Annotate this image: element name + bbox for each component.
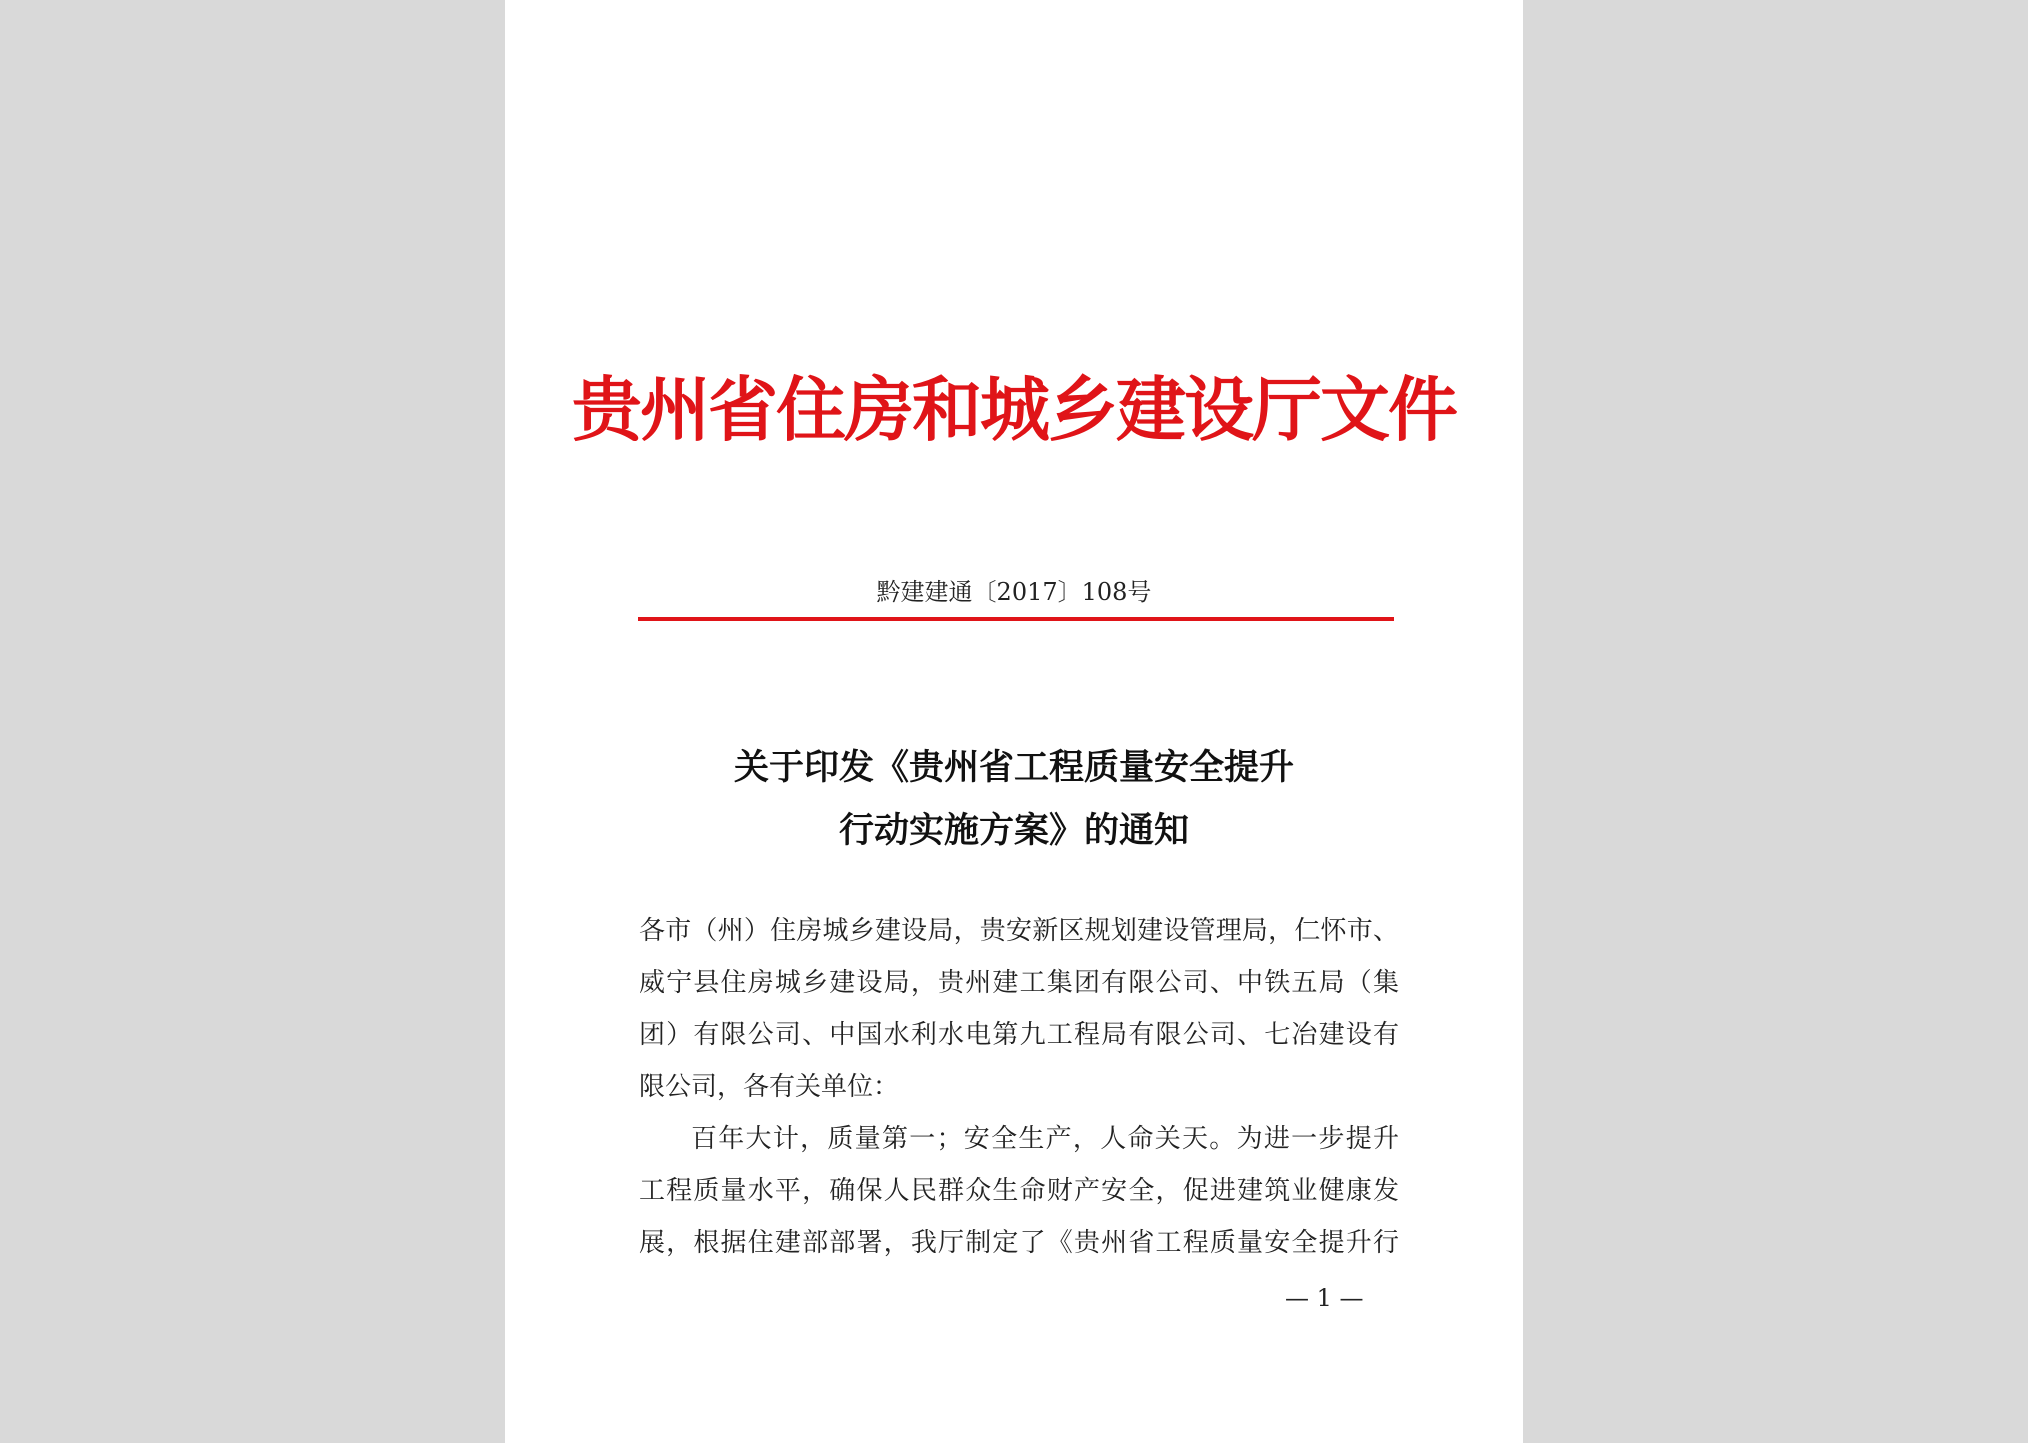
page-number: — 1 — <box>1285 1284 1364 1312</box>
document-page <box>505 0 1523 1443</box>
document-title-line-1: 关于印发《贵州省工程质量安全提升 <box>733 747 1294 788</box>
paragraph-line: 展，根据住建部部署，我厅制定了《贵州省工程质量安全提升行 <box>639 1228 1399 1258</box>
addressee-line: 限公司，各有关单位： <box>639 1072 900 1102</box>
addressee-line: 团）有限公司、中国水利水电第九工程局有限公司、七冶建设有 <box>639 1020 1399 1050</box>
red-divider <box>638 617 1394 621</box>
addressee-line: 威宁县住房城乡建设局，贵州建工集团有限公司、中铁五局（集 <box>639 968 1399 998</box>
paragraph-line: 百年大计，质量第一；安全生产，人命关天。为进一步提升 <box>691 1124 1399 1154</box>
addressee-line: 各市（州）住房城乡建设局，贵安新区规划建设管理局，仁怀市、 <box>639 916 1399 946</box>
document-title-line-2: 行动实施方案》的通知 <box>838 810 1189 851</box>
document-number: 黔建建通〔2017〕108号 <box>876 578 1152 606</box>
document-body <box>639 905 1399 1269</box>
paragraph-line: 工程质量水平，确保人民群众生命财产安全，促进建筑业健康发 <box>639 1176 1399 1206</box>
issuer-heading: 贵州省住房和城乡建设厅文件 <box>572 368 1456 451</box>
